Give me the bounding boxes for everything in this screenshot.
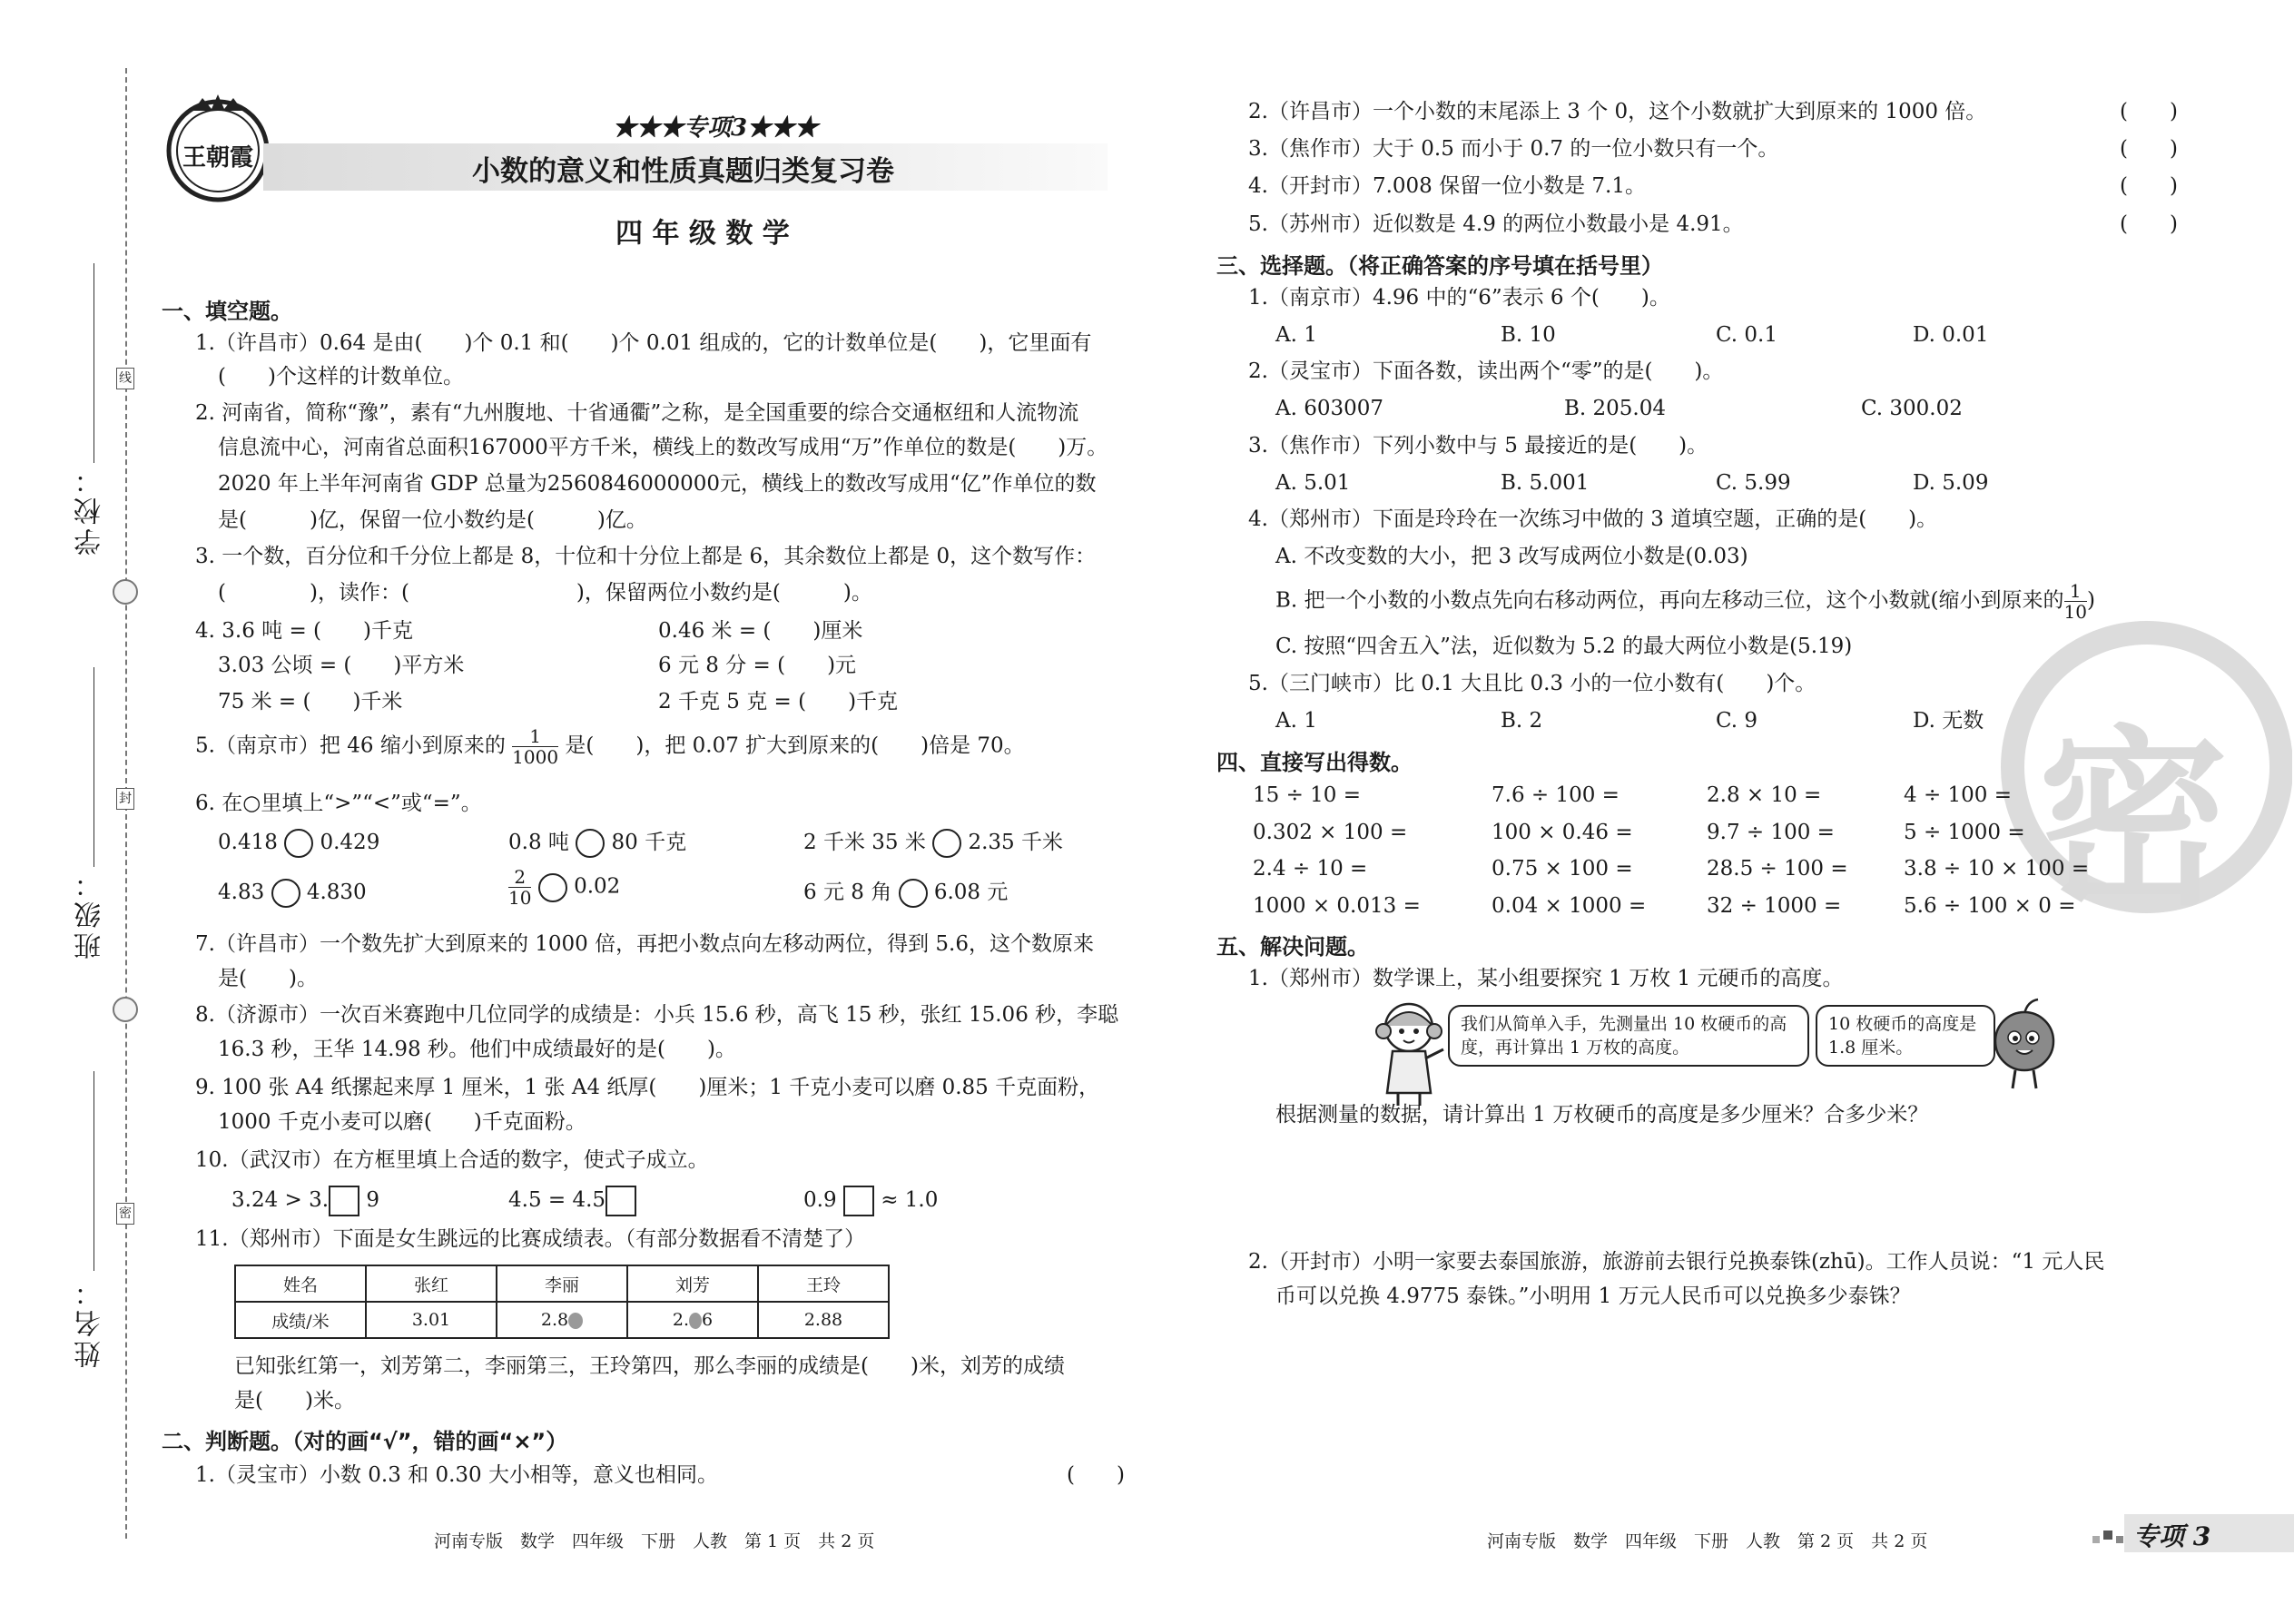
digit-box[interactable] <box>605 1186 636 1216</box>
q3-line-a: 3. 一个数，百分位和千分位上都是 8，十位和十分位上都是 6，其余数位上都是 0，这个数写作： <box>195 545 1097 568</box>
choice-5-opt-a[interactable]: A. 1 <box>1275 709 1317 733</box>
q4-r1c2: 0.46 米 = ( )厘米 <box>658 619 863 643</box>
q7-line-b: 是( )。 <box>218 967 318 990</box>
corner-label: 专项 3 <box>2133 1521 2211 1551</box>
q8-line-a: 8.（济源市）一次百米赛跑中几位同学的成绩是：小兵 15.6 秒，高飞 15 秒，张红 15.06 秒，李聪 <box>195 1003 1119 1027</box>
judge-2-paren[interactable]: ( ) <box>2120 100 2178 123</box>
q5-fraction: $\frac{1}{1000}$ <box>512 725 559 768</box>
q2-line-d: 是( )亿，保留一位小数约是( )亿。 <box>218 508 647 532</box>
choice-1: 1.（南京市）4.96 中的“6”表示 6 个( )。 <box>1248 286 1670 310</box>
digit-box[interactable] <box>843 1186 874 1216</box>
smudge-icon <box>689 1313 702 1329</box>
judge-4: 4.（开封市）7.008 保留一位小数是 7.1。 <box>1248 174 1646 198</box>
score-table <box>234 1265 890 1339</box>
q10-b: 4.5 = 4.5 <box>508 1186 636 1216</box>
q8-line-b: 16.3 秒，王华 14.98 秒。他们中成绩最好的是( )。 <box>218 1038 736 1061</box>
section-3-title: 三、选择题。（将正确答案的序号填在括号里） <box>1216 253 1663 279</box>
choice-4-fraction: $\frac{1}{10}$ <box>2063 580 2087 623</box>
judge-4-paren[interactable]: ( ) <box>2120 174 2178 198</box>
school-label: 学校： <box>74 463 106 556</box>
calc-item: 1000 × 0.013 = <box>1253 894 1421 918</box>
q6-r1c3: 2 千米 35 米 2.35 千米 <box>803 829 1063 858</box>
problem-2-line-b: 币可以兑换 4.9775 泰铢。”小明用 1 万元人民币可以兑换多少泰铢？ <box>1275 1284 1911 1308</box>
choice-1-opt-d[interactable]: D. 0.01 <box>1913 323 1989 347</box>
watermark-char: 密 <box>2038 709 2230 931</box>
choice-4-opt-b[interactable]: B. 把一个小数的小数点先向右移动两位，再向左移动三位，这个小数就(缩小到原来的 $\frac{1}{10}$ ) <box>1275 580 2095 623</box>
calc-item: 100 × 0.46 = <box>1492 821 1633 844</box>
q4-r3c1: 75 米 = ( )千米 <box>218 690 403 714</box>
choice-4-opt-a[interactable]: A. 不改变数的大小，把 3 改写成两位小数是(0.03) <box>1275 545 1748 568</box>
q1-line-b: ( )个这样的计数单位。 <box>218 365 464 389</box>
compare-circle[interactable] <box>284 829 313 858</box>
q6-r2c1: 4.83 4.830 <box>218 879 367 908</box>
choice-5-opt-c[interactable]: C. 9 <box>1716 709 1758 733</box>
compare-circle[interactable] <box>538 873 567 902</box>
main-title: 小数的意义和性质真题归类复习卷 <box>472 155 894 188</box>
choice-2-opt-c[interactable]: C. 300.02 <box>1861 397 1963 420</box>
calc-item: 28.5 ÷ 100 = <box>1707 857 1848 881</box>
calc-item: 15 ÷ 10 = <box>1253 783 1362 807</box>
table-cell: 李丽 <box>497 1265 627 1302</box>
choice-3-opt-a[interactable]: A. 5.01 <box>1275 471 1351 495</box>
judge-3-paren[interactable]: ( ) <box>2120 137 2178 161</box>
q6-r1c2: 0.8 吨 80 千克 <box>508 829 686 858</box>
choice-4-opt-c[interactable]: C. 按照“四舍五入”法，近似数为 5.2 的最大两位小数是(5.19) <box>1275 635 1853 658</box>
table-cell: 姓名 <box>235 1265 366 1302</box>
q11-title: 11.（郑州市）下面是女生跳远的比赛成绩表。（有部分数据看不清楚了） <box>195 1227 866 1251</box>
q6-r2c2: $\frac{2}{10}$ 0.02 <box>508 866 621 909</box>
choice-2: 2.（灵宝市）下面各数，读出两个“零”的是( )。 <box>1248 359 1724 383</box>
q6-r1c1: 0.418 0.429 <box>218 829 379 858</box>
calc-item: 4 ÷ 100 = <box>1904 783 2013 807</box>
q2-line-b: 信息流中心，河南省总面积167000平方千米，横线上的数改写成用“万”作单位的数是( )万。 <box>218 436 1108 459</box>
table-cell: 成绩/米 <box>235 1302 366 1338</box>
q6-fraction: $\frac{2}{10}$ <box>508 866 532 909</box>
q10-title: 10.（武汉市）在方框里填上合适的数字，使式子成立。 <box>195 1148 709 1172</box>
choice-3: 3.（焦作市）下列小数中与 5 最接近的是( )。 <box>1248 434 1708 458</box>
calc-item: 0.75 × 100 = <box>1492 857 1633 881</box>
problem-1-question: 根据测量的数据，请计算出 1 万枚硬币的高度是多少厘米？合多少米？ <box>1275 1103 1929 1127</box>
calc-item: 3.8 ÷ 10 × 100 = <box>1904 857 2090 881</box>
choice-3-opt-d[interactable]: D. 5.09 <box>1913 471 1989 495</box>
judge-3: 3.（焦作市）大于 0.5 而小于 0.7 的一位小数只有一个。 <box>1248 137 1779 161</box>
girl-illustration <box>1371 999 1448 1107</box>
binding-tag-mi: 密 <box>116 1203 134 1225</box>
table-cell: 王玲 <box>758 1265 889 1302</box>
table-cell: 3.01 <box>366 1302 497 1338</box>
problem-1: 1.（郑州市）数学课上，某小组要探究 1 万枚 1 元硬币的高度。 <box>1248 967 1844 990</box>
q1-line-a: 1.（许昌市）0.64 是由( )个 0.1 和( )个 0.01 组成的，它的计数单位是( )，它里面有 <box>195 331 1092 355</box>
binding-clip-icon <box>113 997 138 1022</box>
section-2-title: 二、判断题。（对的画“√”，错的画“×”） <box>162 1429 568 1454</box>
speech-bubble-apple: 10 枚硬币的高度是 1.8 厘米。 <box>1816 1005 1995 1067</box>
compare-circle[interactable] <box>932 829 961 858</box>
q3-line-b: ( )，读作：( )，保留两位小数约是( )。 <box>218 581 872 605</box>
table-header-row <box>235 1265 889 1302</box>
choice-3-opt-c[interactable]: C. 5.99 <box>1716 471 1791 495</box>
q6-title: 6. 在○里填上“>”“<”或“=”。 <box>195 792 482 815</box>
compare-circle[interactable] <box>899 879 928 908</box>
section-1-title: 一、填空题。 <box>162 299 292 324</box>
q7-line-a: 7.（许昌市）一个数先扩大到原来的 1000 倍，再把小数点向左移动两位，得到 5.6，这个数原来 <box>195 932 1094 956</box>
choice-5-opt-d[interactable]: D. 无数 <box>1913 709 1984 733</box>
q10-a: 3.24 > 3. 9 <box>231 1186 379 1216</box>
table-cell: 2. 6 <box>627 1302 758 1338</box>
choice-5: 5.（三门峡市）比 0.1 大且比 0.3 小的一位小数有( )个。 <box>1248 672 1816 695</box>
table-cell: 张红 <box>366 1265 497 1302</box>
judge-1: 1.（灵宝市）小数 0.3 和 0.30 大小相等，意义也相同。 <box>195 1463 718 1487</box>
calc-item: 5 ÷ 1000 = <box>1904 821 2025 844</box>
q4-r2c2: 6 元 8 分 = ( )元 <box>658 654 857 677</box>
binding-tag-seal: 封 <box>116 788 134 810</box>
judge-5: 5.（苏州市）近似数是 4.9 的两位小数最小是 4.91。 <box>1248 212 1744 236</box>
judge-5-paren[interactable]: ( ) <box>2120 212 2178 236</box>
q9-line-b: 1000 千克小麦可以磨( )千克面粉。 <box>218 1110 586 1134</box>
name-label: 姓名： <box>74 1275 106 1368</box>
q4-r1c1: 4. 3.6 吨 = ( )千克 <box>195 619 413 643</box>
speech-bubble-girl: 我们从简单入手，先测量出 10 枚硬币的高度，再计算出 1 万枚的高度。 <box>1448 1005 1809 1067</box>
calc-item: 2.8 × 10 = <box>1707 783 1822 807</box>
corner-squares-icon <box>2092 1525 2129 1550</box>
class-label: 班级： <box>74 867 106 960</box>
smudge-icon <box>568 1313 583 1329</box>
sub-title: 四 年 级 数 学 <box>615 218 790 250</box>
table-row <box>235 1302 889 1338</box>
table-cell: 刘芳 <box>627 1265 758 1302</box>
q5-text-b: 是( )，把 0.07 扩大到原来的( )倍是 70。 <box>565 733 1025 758</box>
table-cell: 2.8 <box>497 1302 627 1338</box>
compare-circle[interactable] <box>576 829 605 858</box>
judge-2: 2.（许昌市）一个小数的末尾添上 3 个 0，这个小数就扩大到原来的 1000 倍。 <box>1248 100 1987 123</box>
q5-text-a: 5.（南京市）把 46 缩小到原来的 <box>195 733 506 758</box>
binding-clip-icon <box>113 579 138 605</box>
q11-line-a: 已知张红第一，刘芳第二，李丽第三，王玲第四，那么李丽的成绩是( )米，刘芳的成绩 <box>234 1354 1065 1378</box>
calc-item: 9.7 ÷ 100 = <box>1707 821 1835 844</box>
q6-r2c3: 6 元 8 角 6.08 元 <box>803 879 1008 908</box>
judge-1-paren[interactable]: ( ) <box>1067 1463 1125 1487</box>
right-footer: 河南专版 数学 四年级 下册 人教 第 2 页 共 2 页 <box>1487 1531 1928 1551</box>
q2-line-c: 2020 年上半年河南省 GDP 总量为2560846000000元，横线上的数改写成用“亿”作单位的数 <box>218 472 1097 496</box>
compare-circle[interactable] <box>271 879 300 908</box>
q5 <box>195 726 1025 767</box>
choice-4: 4.（郑州市）下面是玲玲在一次练习中做的 3 道填空题，正确的是( )。 <box>1248 507 1938 531</box>
q10-c: 0.9 ≈ 1.0 <box>803 1186 938 1216</box>
choice-1-opt-b[interactable]: B. 10 <box>1501 323 1556 347</box>
q2-line-a: 2. 河南省，简称“豫”，素有“九州腹地、十省通衢”之称，是全国重要的综合交通枢纽和人流物流 <box>195 401 1079 425</box>
apple-illustration <box>1984 994 2065 1094</box>
q4-r3c2: 2 千克 5 克 = ( )千克 <box>658 690 899 714</box>
calc-item: 7.6 ÷ 100 = <box>1492 783 1620 807</box>
calc-item: 32 ÷ 1000 = <box>1707 894 1842 918</box>
logo <box>162 91 275 204</box>
section-5-title: 五、解决问题。 <box>1216 934 1369 960</box>
calc-item: 5.6 ÷ 100 × 0 = <box>1904 894 2076 918</box>
left-footer: 河南专版 数学 四年级 下册 人教 第 1 页 共 2 页 <box>434 1531 875 1551</box>
choice-2-opt-b[interactable]: B. 205.04 <box>1564 397 1667 420</box>
choice-5-opt-b[interactable]: B. 2 <box>1501 709 1543 733</box>
logo-text: 王朝霞 <box>182 144 253 172</box>
binding-tag-line: 线 <box>116 368 134 389</box>
problem-2-line-a: 2.（开封市）小明一家要去泰国旅游，旅游前去银行兑换泰铢(zhū)。工作人员说：“1 元人民 <box>1248 1250 2105 1274</box>
q9-line-a: 9. 100 张 A4 纸摞起来厚 1 厘米，1 张 A4 纸厚( )厘米；1 千克小麦可以磨 0.85 千克面粉， <box>195 1076 1100 1099</box>
choice-3-opt-b[interactable]: B. 5.001 <box>1501 471 1590 495</box>
digit-box[interactable] <box>329 1186 359 1216</box>
section-4-title: 四、直接写出得数。 <box>1216 750 1413 775</box>
calc-item: 2.4 ÷ 10 = <box>1253 857 1368 881</box>
q4-r2c1: 3.03 公顷 = ( )平方米 <box>218 654 465 677</box>
choice-1-opt-c[interactable]: C. 0.1 <box>1716 323 1777 347</box>
table-cell: 2.88 <box>758 1302 889 1338</box>
choice-2-opt-a[interactable]: A. 603007 <box>1275 397 1384 420</box>
calc-item: 0.04 × 1000 = <box>1492 894 1647 918</box>
choice-1-opt-a[interactable]: A. 1 <box>1275 323 1317 347</box>
q11-line-b: 是( )米。 <box>234 1389 355 1412</box>
calc-item: 0.302 × 100 = <box>1253 821 1408 844</box>
series-label: ★★★专项3★★★ <box>613 114 819 142</box>
